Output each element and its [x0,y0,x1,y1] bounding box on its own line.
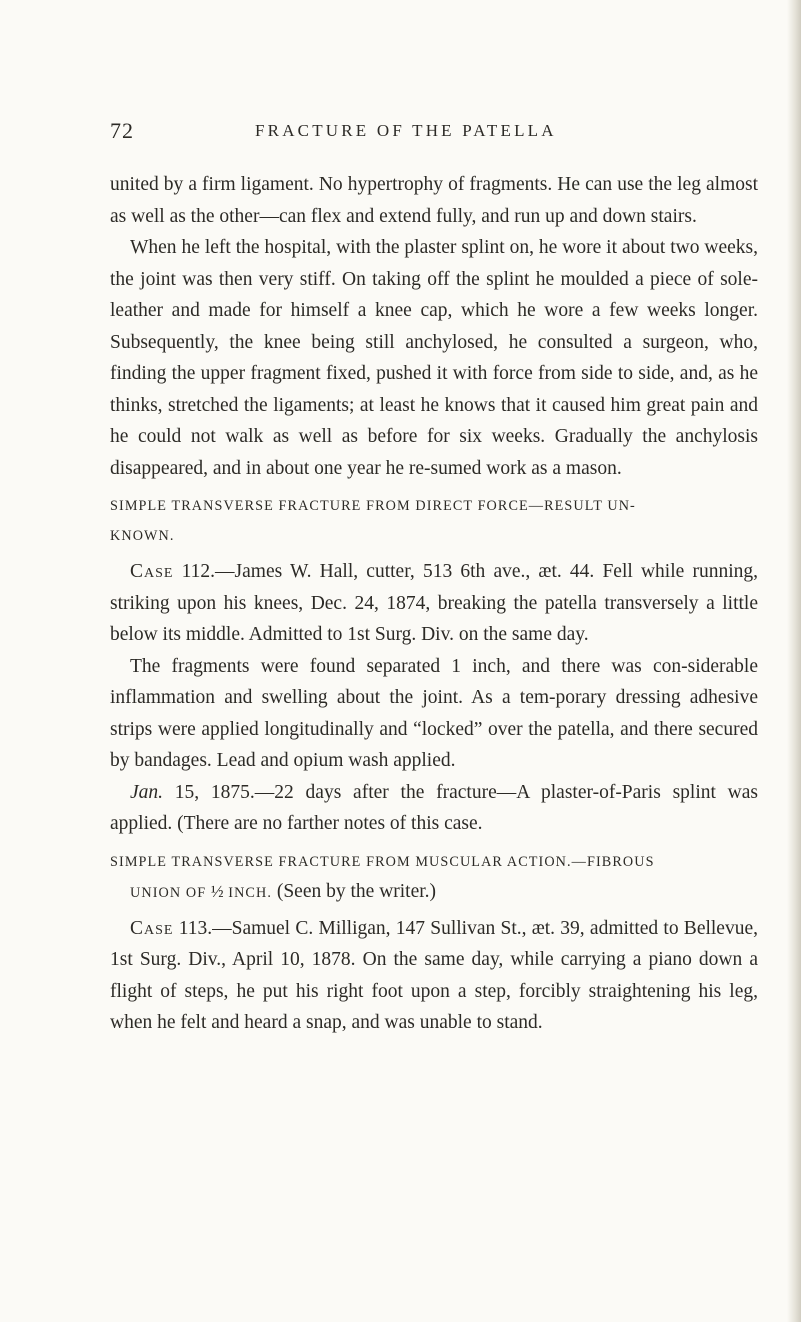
section-heading-line2b: INCH. [223,884,272,901]
section-heading-line2a: UNION OF [130,884,211,901]
body-text [110,169,758,1039]
case-112-paragraph [110,556,758,651]
section-heading-note: (Seen by the writer.) [271,880,437,902]
section-heading-line2: KNOWN. [110,528,175,544]
date-month: Jan. [130,781,164,803]
running-head [110,118,750,148]
case-112-text: 112.—James W. Hall, cutter, 513 6th ave., æt. 44. Fell while running, striking upon his knees, Dec. 24, 1874, breaking the patella transversely a little below its middle. Admitted to 1st Surg. Div. on the same day. [110,561,758,645]
section-heading-direct-force [110,491,758,551]
case-label: Case [130,561,174,582]
fraction-half: ½ [210,881,224,901]
section-heading-line1: SIMPLE TRANSVERSE FRACTURE FROM MUSCULAR ACTION.—FIBROUS [110,853,655,870]
paragraph-continuation: united by a firm ligament. No hypertrophy of fragments. He can use the leg almost as well as the other—can flex and extend fully, and run up and down stairs. [110,174,758,227]
section-heading-line1: SIMPLE TRANSVERSE FRACTURE FROM DIRECT FORCE—RESULT UN- [110,498,636,514]
page-number: 72 [110,118,134,143]
case-label: Case [130,917,174,939]
case-113-text: 113.—Samuel C. Milligan, 147 Sullivan St., æt. 39, admitted to Bellevue, 1st Surg. Div., April 10, 1878. On the same day, while carrying a piano down a flight of steps, he put his right foot upon a step, forcibly straightening his leg, when he felt and heard a snap, and was unable to stand. [110,917,758,1033]
paragraph-hospital-discharge: When he left the hospital, with the plaster splint on, he wore it about two weeks, the joint was then very stiff. On taking off the splint he moulded a piece of sole-leather and made for himself a knee cap, which he wore a few weeks longer. Subsequently, the knee being still anchylosed, he consulted a surgeon, who, finding the upper fragment fixed, pushed it with force from side to side, and, as he thinks, stretched the ligaments; at least he knows that it caused him great pain and he could not walk as well as before for six weeks. Gradually the anchylosis disappeared, and in about one year he re-sumed work as a mason. [110,237,758,479]
case-113-paragraph [110,913,758,1039]
case-112-fragments-paragraph: The fragments were found separated 1 inch, and there was con-siderable inflammation and swelling about the joint. As a tem-porary dressing adhesive strips were applied longitudinally and “locked” over the patella, and there secured by bandages. Lead and opium wash applied. [110,655,758,771]
running-title: FRACTURE OF THE PATELLA [255,121,557,140]
case-112-followup-paragraph [110,777,758,840]
case-112-followup-text: 15, 1875.—22 days after the fracture—A plaster-of-Paris splint was applied. (There are no farther notes of this case. [110,781,758,834]
section-heading-muscular-action [110,847,758,908]
page-edge-shadow [787,0,801,1322]
